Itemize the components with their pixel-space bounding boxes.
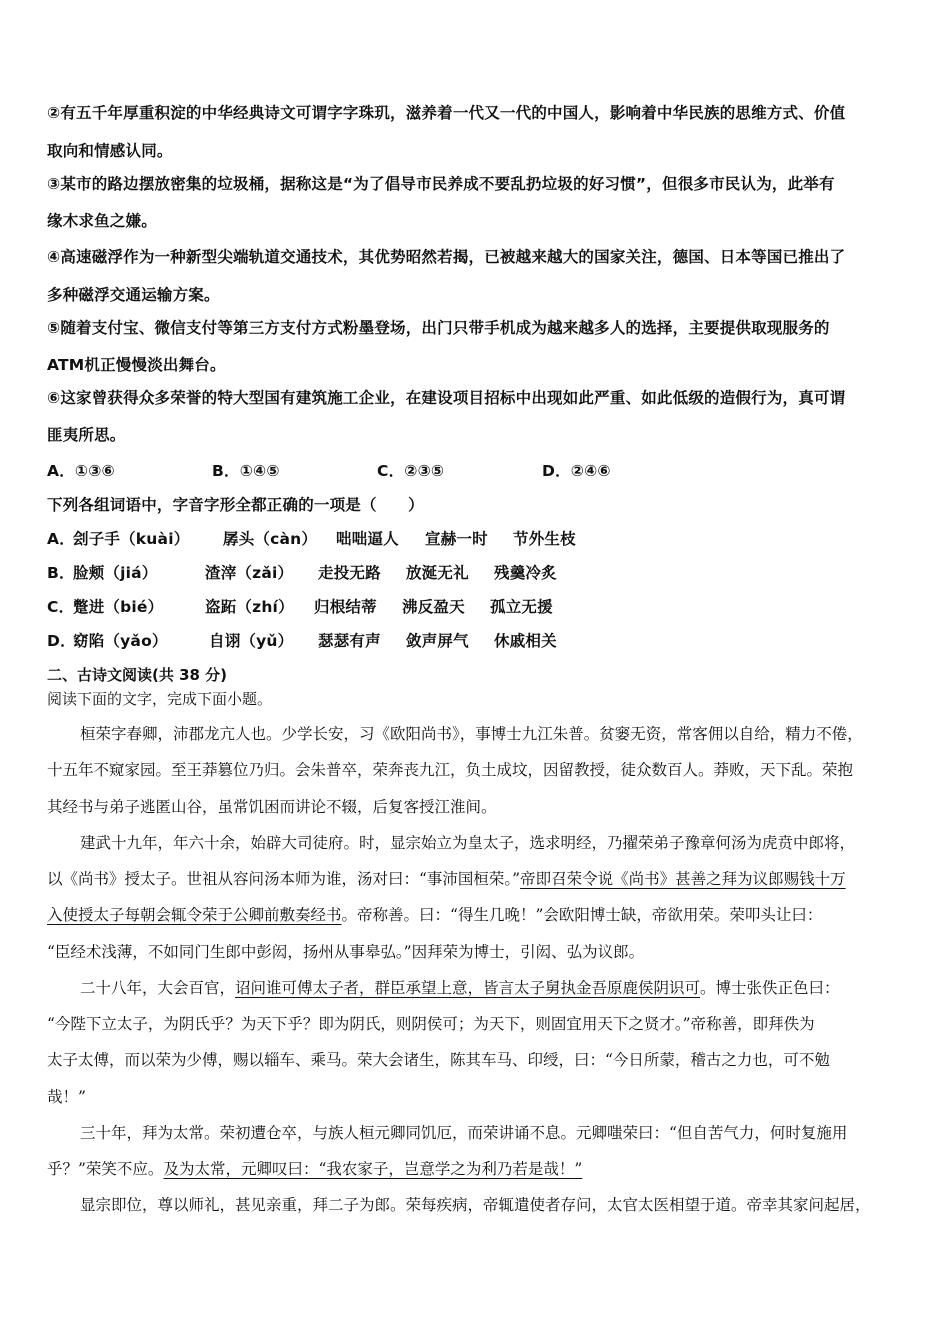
q2-option-a-label[interactable]: A．: [47, 530, 75, 548]
passage-p1-line3: 其经书与弟子逃匿山谷，虽常饥困而讲论不辍，后复客授江淮间。: [47, 798, 497, 816]
passage-p4-line2-plain: 乎？”荣笑不应。: [47, 1160, 164, 1178]
q2-option-b-word-4: 放涎无礼: [406, 564, 469, 582]
q2-option-a-word-1: 刽子手（kuài）: [73, 530, 190, 548]
sentence-4-line2: 多种磁浮交通运输方案。: [47, 286, 220, 304]
sentence-2-line1: ②有五千年厚重积淀的中华经典诗文可谓字字珠玑，滋养着一代又一代的中国人，影响着中华民族的思维方式、价值: [47, 104, 846, 122]
passage-p2-line3: [47, 903, 822, 925]
underlined-sentence-1b: 入使授太子每朝会辄令荣于公卿前敷奏经书: [47, 906, 342, 924]
q2-option-d-word-3: 瑟瑟有声: [318, 632, 381, 650]
q2-option-c-word-2: 盗跖（zhí）: [205, 598, 294, 616]
reading-instruction: 阅读下面的文字，完成下面小题。: [47, 690, 273, 708]
q2-option-c-label[interactable]: C．: [47, 598, 75, 616]
q2-option-d-label[interactable]: D．: [47, 632, 76, 650]
sentence-3-line2: 缘木求鱼之嫌。: [47, 212, 157, 230]
q2-option-b-word-3: 走投无路: [318, 564, 381, 582]
sentence-5-line2: ATM机正慢慢淡出舞台。: [47, 356, 226, 374]
passage-p2-line2: [47, 867, 846, 889]
sentence-6-line1: ⑥这家曾获得众多荣誉的特大型国有建筑施工企业，在建设项目招标中出现如此严重、如此低级的造假行为，真可谓: [47, 389, 846, 407]
q2-option-b-word-1: 脸颊（jiá）: [73, 564, 158, 582]
q2-option-c-word-1: 蹩进（bié）: [73, 598, 164, 616]
passage-p3-line2: “今陛下立太子，为阴氏乎？为天下乎？即为阴氏，则阴侯可；为天下，则固宜用天下之贤才。”帝称善，即拜佚为: [47, 1015, 815, 1033]
q2-option-a-word-2: 孱头（càn）: [223, 530, 318, 548]
sentence-6-line2: 匪夷所思。: [47, 426, 126, 444]
passage-p3-line1-plain-b: 。博士张佚正色曰：: [700, 979, 840, 997]
q2-option-a-word-4: 宣赫一时: [425, 530, 488, 548]
passage-p2-line4: “臣经术浅薄，不如同门生郎中彭闳，扬州从事皋弘。”因拜荣为博士，引闳、弘为议郎。: [47, 943, 645, 961]
section-2-title: 二、古诗文阅读(共 38 分): [47, 666, 228, 684]
passage-p3-line1: [80, 976, 840, 998]
q2-option-d-word-5: 休戚相关: [494, 632, 557, 650]
underlined-sentence-3: 及为太常，元卿叹曰：“我农家子，岂意学之为利乃若是哉！”: [163, 1160, 583, 1178]
q2-option-d-word-4: 敛声屏气: [406, 632, 469, 650]
q1-option-a[interactable]: A．①③⑥: [47, 462, 115, 480]
q1-option-c[interactable]: C．②③⑤: [377, 462, 445, 480]
q2-option-b-label[interactable]: B．: [47, 564, 75, 582]
q2-option-c-word-4: 沸反盈天: [402, 598, 465, 616]
q2-option-d-word-1: 窈陷（yǎo）: [73, 632, 168, 650]
passage-p1-line2: 十五年不窥家园。至王莽篡位乃归。会朱普卒，荣奔丧九江，负土成坟，因留教授，徒众数百人。莽败，天下乱。荣抱: [47, 761, 854, 779]
passage-p2-line2-plain: 以《尚书》授太子。世祖从容问汤本师为谁，汤对曰：“事沛国桓荣。”: [47, 870, 521, 888]
q2-option-a-word-5: 节外生枝: [513, 530, 576, 548]
sentence-4-line1: ④高速磁浮作为一种新型尖端轨道交通技术，其优势昭然若揭，已被越来越大的国家关注，德国、日本等国已推出了: [47, 248, 846, 266]
q2-stem: 下列各组词语中，字音字形全都正确的一项是（ ）: [47, 496, 424, 514]
passage-p1-line1: 桓荣字春卿，沛郡龙亢人也。少学长安，习《欧阳尚书》，事博士九江朱普。贫窭无资，常客佣以自给，精力不倦，: [80, 725, 863, 743]
sentence-3-line1: ③某市的路边摆放密集的垃圾桶，据称这是“为了倡导市民养成不要乱扔垃圾的好习惯”，但很多市民认为，此举有: [47, 175, 835, 193]
q2-option-d-word-2: 自诩（yǔ）: [209, 632, 294, 650]
passage-p2-line3-plain: 。帝称善。曰：“得生几晚！”会欧阳博士缺，帝欲用荣。荣叩头让曰：: [341, 906, 823, 924]
passage-p2-line1: 建武十九年，年六十余，始辟大司徒府。时，显宗始立为皇太子，选求明经，乃擢荣弟子豫章何汤为虎贲中郎将，: [80, 834, 856, 852]
underlined-sentence-2: 诏问谁可傅太子者，群臣承望上意，皆言太子舅执金吾原鹿侯阴识可: [235, 979, 701, 997]
q1-option-b[interactable]: B．①④⑤: [212, 462, 280, 480]
sentence-2-line2: 取向和情感认同。: [47, 142, 173, 160]
underlined-sentence-1a: 帝即召荣令说《尚书》甚善之拜为议郎赐钱十万: [520, 870, 846, 888]
q2-option-c-word-5: 孤立无援: [490, 598, 553, 616]
passage-p4-line1: 三十年，拜为太常。荣初遭仓卒，与族人桓元卿同饥厄，而荣讲诵不息。元卿嗤荣曰：“但自苦气力，何时复施用: [80, 1124, 848, 1142]
q2-option-b-word-2: 渣滓（zǎi）: [205, 564, 294, 582]
q2-option-b-word-5: 残羹冷炙: [494, 564, 557, 582]
q2-option-a-word-3: 咄咄逼人: [336, 530, 399, 548]
passage-p4-line2: [47, 1157, 582, 1179]
q1-option-d[interactable]: D．②④⑥: [542, 462, 611, 480]
passage-p3-line4: 哉！”: [47, 1088, 86, 1106]
sentence-5-line1: ⑤随着支付宝、微信支付等第三方支付方式粉墨登场，出门只带手机成为越来越多人的选择，主要提供取现服务的: [47, 319, 830, 337]
passage-p3-line3: 太子太傅，而以荣为少傅，赐以辎车、乘马。荣大会诸生，陈其车马、印绶，曰：“今日所蒙，稽古之力也，可不勉: [47, 1051, 830, 1069]
passage-p3-line1-plain-a: 二十八年，大会百官，: [80, 979, 236, 997]
passage-p5-line1: 显宗即位，尊以师礼，甚见亲重，拜二子为郎。荣每疾病，帝辄遣使者存问，太官太医相望于道。帝幸其家问起居，: [80, 1196, 871, 1214]
q2-option-c-word-3: 归根结蒂: [314, 598, 377, 616]
